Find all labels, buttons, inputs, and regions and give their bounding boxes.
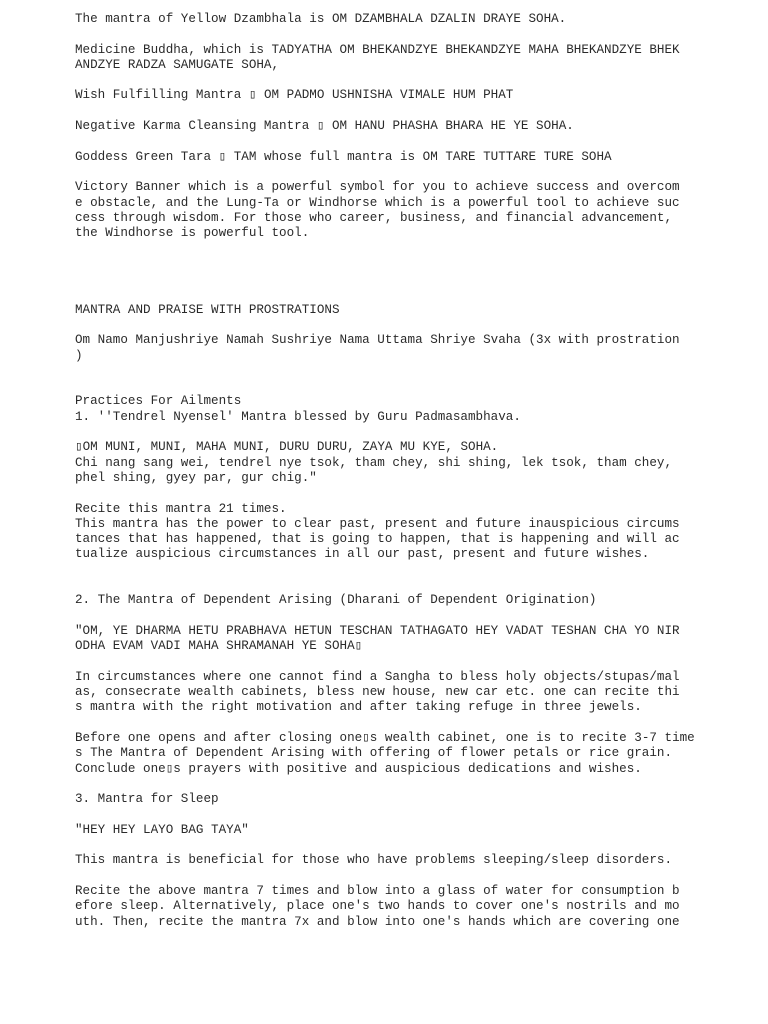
text-line: ANDZYE RADZA SAMUGATE SOHA,: [75, 57, 280, 72]
text-line: uth. Then, recite the mantra 7x and blow into one's hands which are covering one: [75, 914, 680, 929]
text-line: ODHA EVAM VADI MAHA SHRAMANAH YE SOHA▯: [75, 639, 363, 654]
text-line: Recite this mantra 21 times.: [75, 501, 287, 516]
text-line: Negative Karma Cleansing Mantra ▯ OM HANU PHASHA BHARA HE YE SOHA.: [75, 119, 574, 134]
text-line: s The Mantra of Dependent Arising with offering of flower petals or rice grain.: [75, 746, 673, 761]
text-line: [75, 73, 695, 88]
text-line: Wish Fulfilling Mantra ▯ OM PADMO USHNISHA VIMALE HUM PHAT: [75, 88, 514, 103]
text-line: [75, 165, 695, 180]
text-line: [75, 379, 695, 394]
text-line: Practices For Ailments: [75, 394, 242, 409]
text-line: [75, 838, 695, 853]
text-line: 2. The Mantra of Dependent Arising (Dharani of Dependent Origination): [75, 593, 597, 608]
text-line: [75, 104, 695, 119]
text-line: Before one opens and after closing one▯s wealth cabinet, one is to recite 3-7 time: [75, 730, 695, 745]
text-line: In circumstances where one cannot find a Sangha to bless holy objects/stupas/mal: [75, 669, 680, 684]
text-line: [75, 27, 695, 42]
text-line: Goddess Green Tara ▯ TAM whose full mantra is OM TARE TUTTARE TURE SOHA: [75, 149, 612, 164]
text-line: cess through wisdom. For those who career, business, and financial advancement,: [75, 210, 673, 225]
text-line: MANTRA AND PRAISE WITH PROSTRATIONS: [75, 302, 340, 317]
text-line: Om Namo Manjushriye Namah Sushriye Nama Uttama Shriye Svaha (3x with prostration: [75, 333, 680, 348]
text-line: [75, 654, 695, 669]
text-line: Medicine Buddha, which is TADYATHA OM BHEKANDZYE BHEKANDZYE MAHA BHEKANDZYE BHEK: [75, 42, 680, 57]
text-line: Conclude one▯s prayers with positive and auspicious dedications and wishes.: [75, 761, 642, 776]
text-line: Victory Banner which is a powerful symbol for you to achieve success and overcom: [75, 180, 680, 195]
text-line: [75, 272, 695, 287]
text-line: [75, 716, 695, 731]
text-line: [75, 134, 695, 149]
text-line: [75, 777, 695, 792]
text-line: This mantra is beneficial for those who have problems sleeping/sleep disorders.: [75, 853, 673, 868]
text-line: [75, 257, 695, 272]
text-line: e obstacle, and the Lung-Ta or Windhorse which is a powerful tool to achieve suc: [75, 195, 680, 210]
text-line: Recite the above mantra 7 times and blow into a glass of water for consumption b: [75, 883, 680, 898]
text-line: s mantra with the right motivation and after taking refuge in three jewels.: [75, 700, 642, 715]
text-line: [75, 241, 695, 256]
text-line: [75, 486, 695, 501]
text-line: [75, 364, 695, 379]
text-line: tances that has happened, that is going to happen, that is happening and will ac: [75, 532, 680, 547]
text-line: [75, 578, 695, 593]
text-line: [75, 287, 695, 302]
document-page: [75, 12, 695, 930]
text-line: [75, 807, 695, 822]
text-line: [75, 425, 695, 440]
text-line: [75, 869, 695, 884]
text-line: the Windhorse is powerful tool.: [75, 226, 310, 241]
text-line: This mantra has the power to clear past, present and future inauspicious circums: [75, 516, 680, 531]
text-line: 1. ''Tendrel Nyensel' Mantra blessed by Guru Padmasambhava.: [75, 409, 521, 424]
text-line: phel shing, gyey par, gur chig.": [75, 470, 317, 485]
text-line: efore sleep. Alternatively, place one's two hands to cover one's nostrils and mo: [75, 899, 680, 914]
text-line: as, consecrate wealth cabinets, bless new house, new car etc. one can recite thi: [75, 685, 680, 700]
text-line: "HEY HEY LAYO BAG TAYA": [75, 822, 249, 837]
text-line: [75, 609, 695, 624]
text-line: 3. Mantra for Sleep: [75, 792, 219, 807]
text-line: ): [75, 348, 83, 363]
text-line: [75, 563, 695, 578]
text-line: "OM, YE DHARMA HETU PRABHAVA HETUN TESCHAN TATHAGATO HEY VADAT TESHAN CHA YO NIR: [75, 623, 680, 638]
text-line: [75, 318, 695, 333]
text-line: ▯OM MUNI, MUNI, MAHA MUNI, DURU DURU, ZAYA MU KYE, SOHA.: [75, 440, 499, 455]
text-line: tualize auspicious circumstances in all our past, present and future wishes.: [75, 547, 650, 562]
text-line: The mantra of Yellow Dzambhala is OM DZAMBHALA DZALIN DRAYE SOHA.: [75, 12, 567, 26]
text-line: Chi nang sang wei, tendrel nye tsok, tham chey, shi shing, lek tsok, tham chey,: [75, 455, 673, 470]
